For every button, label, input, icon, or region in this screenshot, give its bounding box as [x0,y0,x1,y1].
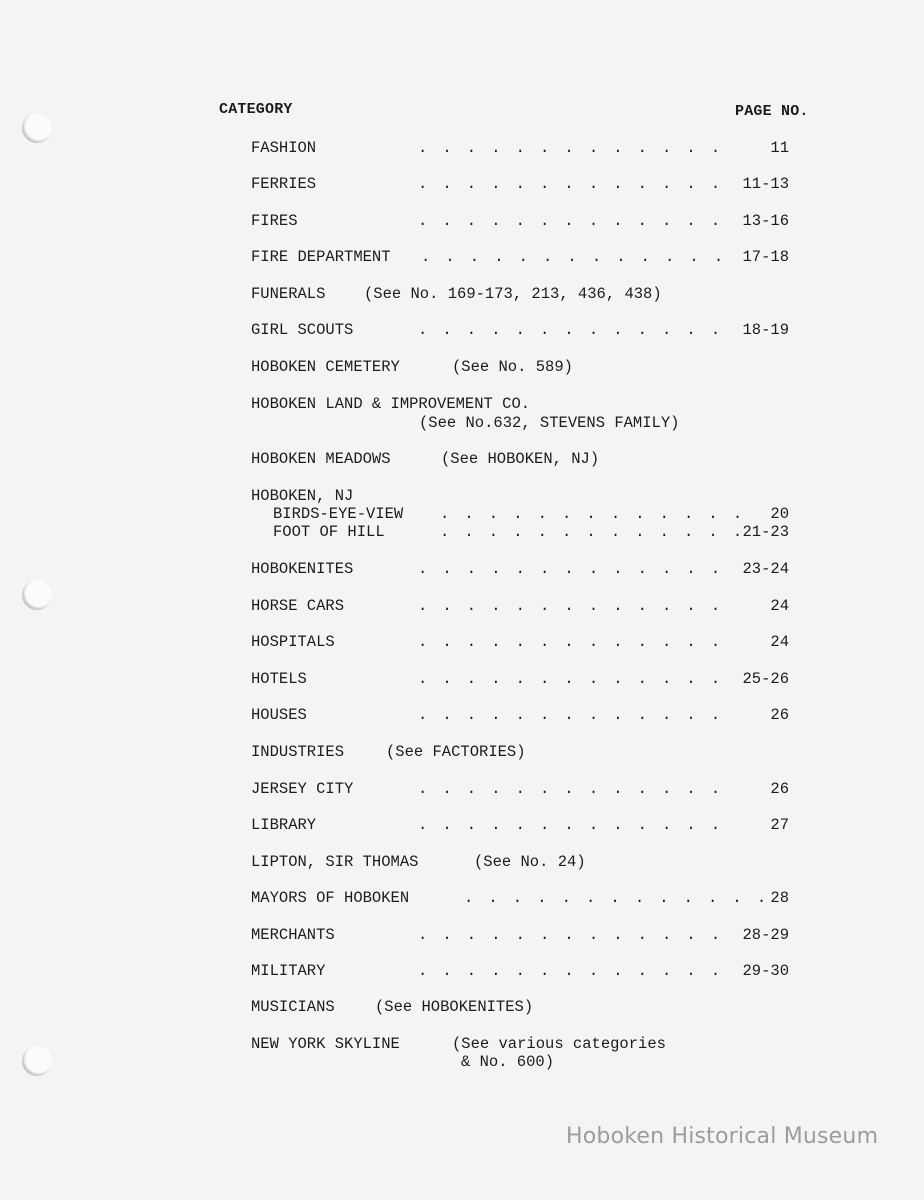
index-entry [0,174,924,194]
see-reference: (See HOBOKEN, NJ) [441,450,600,468]
entry-label: BIRDS-EYE-VIEW [273,505,404,523]
index-entry [0,394,924,414]
index-entry [0,888,924,908]
entry-label: HOSPITALS [251,633,335,651]
entry-page: 29-30 [742,962,789,980]
see-reference: (See FACTORIES) [386,743,526,761]
dot-leader: . . . . . . . . . . . . . [418,321,724,339]
entry-page: 26 [770,706,789,724]
see-reference: (See HOBOKENITES) [375,998,534,1016]
index-entry [0,997,924,1017]
index-entry [0,815,924,835]
entry-page: 21-23 [742,523,789,541]
entry-label: HOUSES [251,706,307,724]
index-entry [0,596,924,616]
entry-label: MERCHANTS [251,926,335,944]
index-subentry [0,522,924,542]
index-entry [0,1034,924,1054]
entry-page: 17-18 [742,248,789,266]
entry-label: HOBOKEN, NJ [251,487,354,505]
entry-label: FIRES [251,212,298,230]
entry-page: 23-24 [742,560,789,578]
index-entry [0,779,924,799]
index-entry [0,138,924,158]
category-column-header: CATEGORY [219,101,293,118]
index-entry [0,320,924,340]
index-entry [0,925,924,945]
entry-page: 26 [770,780,789,798]
entry-label: HOBOKEN CEMETERY [251,358,400,376]
dot-leader: . . . . . . . . . . . . . [418,926,724,944]
index-entry [0,961,924,981]
page-number-column-header: PAGE NO. [735,103,809,120]
entry-page: 25-26 [742,670,789,688]
entry-label: FOOT OF HILL [273,523,385,541]
entry-page: 11-13 [742,175,789,193]
index-entry [0,852,924,872]
index-entry [0,559,924,579]
entry-label: HORSE CARS [251,597,345,615]
dot-leader: . . . . . . . . . . . . . [440,523,746,541]
entry-label: GIRL SCOUTS [251,321,354,339]
entry-label: LIPTON, SIR THOMAS [251,853,419,871]
see-reference: (See No. 24) [474,853,586,871]
entry-label: FUNERALS [251,285,326,303]
index-entry [0,357,924,377]
entry-page: 24 [770,597,789,615]
entry-label: HOBOKEN LAND & IMPROVEMENT CO. [251,395,531,413]
dot-leader: . . . . . . . . . . . . . [418,212,724,230]
entry-label: MUSICIANS [251,998,335,1016]
dot-leader: . . . . . . . . . . . . . [418,597,724,615]
index-subentry [0,504,924,524]
dot-leader: . . . . . . . . . . . . . [418,670,724,688]
index-entry-continuation [0,413,924,433]
entry-label: HOTELS [251,670,307,688]
dot-leader: . . . . . . . . . . . . . [418,139,724,157]
entry-page: 28-29 [742,926,789,944]
dot-leader: . . . . . . . . . . . . . [418,633,724,651]
index-entry-continuation [0,1052,924,1072]
entry-label: LIBRARY [251,816,317,834]
entry-page: 13-16 [742,212,789,230]
entry-page: 24 [770,633,789,651]
index-entry [0,211,924,231]
museum-watermark: Hoboken Historical Museum [566,1124,879,1149]
entry-page: 28 [770,889,789,907]
dot-leader: . . . . . . . . . . . . . [440,505,746,523]
entry-label: JERSEY CITY [251,780,354,798]
index-entry [0,705,924,725]
entry-label: HOBOKEN MEADOWS [251,450,391,468]
entry-page: 11 [770,139,789,157]
index-entry [0,449,924,469]
dot-leader: . . . . . . . . . . . . . [418,560,724,578]
dot-leader: . . . . . . . . . . . . . [464,889,770,907]
entry-label: NEW YORK SKYLINE [251,1035,400,1053]
see-reference: (See various categories [452,1035,666,1053]
see-reference: (See No. 589) [452,358,573,376]
index-entry [0,742,924,762]
dot-leader: . . . . . . . . . . . . . [418,175,724,193]
entry-page: 18-19 [742,321,789,339]
see-reference: (See No. 169-173, 213, 436, 438) [364,285,662,303]
entry-page: 20 [770,505,789,523]
see-reference: (See No.632, STEVENS FAMILY) [419,414,680,432]
dot-leader: . . . . . . . . . . . . . [421,248,727,266]
dot-leader: . . . . . . . . . . . . . [418,962,724,980]
index-entry [0,669,924,689]
entry-label: INDUSTRIES [251,743,345,761]
index-entry [0,632,924,652]
entry-label: FERRIES [251,175,317,193]
entry-label: MAYORS OF HOBOKEN [251,889,410,907]
dot-leader: . . . . . . . . . . . . . [418,706,724,724]
dot-leader: . . . . . . . . . . . . . [418,816,724,834]
entry-label: FASHION [251,139,317,157]
dot-leader: . . . . . . . . . . . . . [418,780,724,798]
entry-label: HOBOKENITES [251,560,354,578]
index-entry [0,486,924,506]
index-entry [0,284,924,304]
see-reference-continuation: & No. 600) [461,1053,555,1071]
index-entry [0,247,924,267]
entry-label: FIRE DEPARTMENT [251,248,391,266]
entry-label: MILITARY [251,962,326,980]
entry-page: 27 [770,816,789,834]
